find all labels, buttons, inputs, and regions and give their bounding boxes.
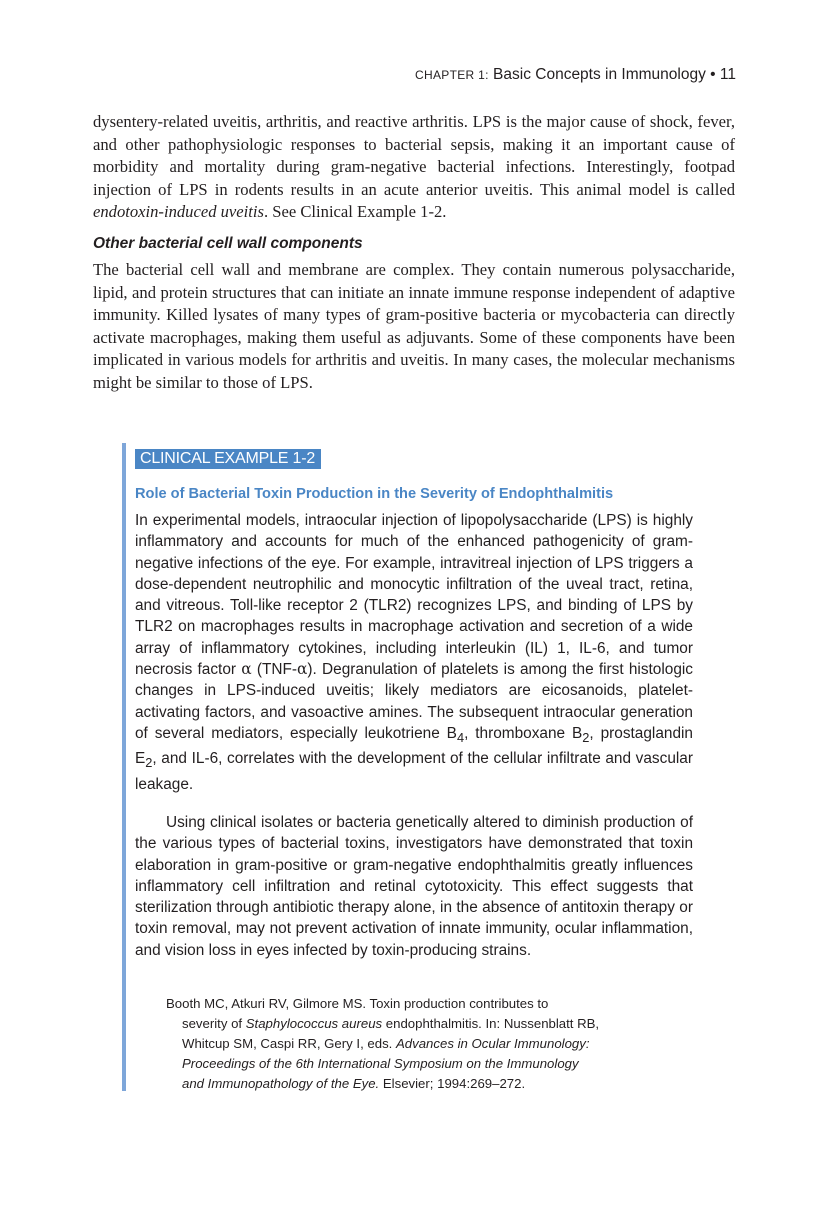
clinical-example-label: CLINICAL EXAMPLE 1-2	[135, 449, 321, 469]
reference-italic: Staphylococcus aureus	[245, 1016, 383, 1031]
clinical-example-rule	[122, 443, 126, 1091]
example-text: ). Degranulation of platelets is among the first histologic changes in LPS-induced uveitis; likely mediators are eicosanoids, platelet-activating factors, and vasoactive amines. The subsequent intraocular generation of several mediators, especially leukotriene B	[135, 661, 693, 742]
example-text: (TNF-	[251, 661, 298, 679]
reference-line	[182, 1014, 666, 1034]
header-separator: •	[710, 66, 716, 83]
reference-text: severity of	[182, 1016, 246, 1031]
subscript: 2	[145, 755, 153, 771]
reference-italic: and Immunopathology of the Eye.	[182, 1076, 380, 1091]
reference-line: Booth MC, Atkuri RV, Gilmore MS. Toxin production contributes to	[166, 996, 549, 1011]
subscript: 4	[456, 730, 465, 746]
reference-text: endophthalmitis. In: Nussenblatt RB,	[382, 1016, 600, 1031]
reference-text: Elsevier; 1994:269–272.	[379, 1076, 526, 1091]
subscript: 2	[582, 730, 590, 746]
reference-line	[182, 1074, 666, 1094]
example-text: , and IL-6, correlates with the development of the cellular infiltrate and vascular leakage.	[135, 750, 693, 793]
reference-citation	[166, 994, 666, 1094]
clinical-example-paragraph-2: Using clinical isolates or bacteria genetically altered to diminish production of the various types of bacterial toxins, investigators have demonstrated that toxin elaboration in gram-positive or gram-negative endophthalmitis greatly influences inflammatory cell infiltration and retinal cytotoxicity. This effect suggests that sterilization through antibiotic therapy alone, in the absence of antitoxin therapy or toxin removal, may not prevent activation of innate immunity, ocular inflammation, and vision loss in eyes infected by toxin-producing strains.	[135, 814, 693, 959]
reference-italic: Proceedings of the 6th International Symposium on the Immunology	[182, 1056, 579, 1071]
reference-italic: Advances in Ocular Immunology:	[396, 1036, 590, 1051]
clinical-example-paragraph-1	[135, 510, 693, 795]
example-text: , thromboxane B	[464, 724, 583, 742]
reference-line	[182, 1054, 666, 1074]
clinical-example-title: Role of Bacterial Toxin Production in the Severity of Endophthalmitis	[135, 486, 614, 502]
reference-text: Whitcup SM, Caspi RR, Gery I, eds.	[182, 1036, 396, 1051]
body-paragraph-2: The bacterial cell wall and membrane are complex. They contain numerous polysaccharide, lipid, and protein structures that can initiate an innate immune response independent of adaptive immunity. Killed lysates of many types of gram-positive bacteria or mycobacteria can directly activate macrophages, making them useful as adjuvants. Some of these components have been implicated in various models for arthritis and uveitis. In many cases, the molecular mechanisms might be similar to those of LPS.	[93, 260, 735, 392]
alpha-symbol: α	[241, 660, 252, 679]
alpha-symbol: α	[297, 660, 308, 679]
body-paragraph-1	[93, 111, 735, 224]
example-text: In experimental models, intraocular injection of lipopolysaccharide (LPS) is highly inflammatory and accounts for much of the enhanced pathogenicity of gram-negative infections of the eye. For example, intravitreal injection of LPS triggers a dose-dependent neutrophilic and monocytic infiltration of the uveal tract, retina, and vitreous. Toll-like receptor 2 (TLR2) recognizes LPS, and binding of LPS by TLR2 on macrophages results in macrophage activation and secretion of a wide array of inflammatory cytokines, including interleukin (IL) 1, IL-6, and tumor necrosis factor	[135, 512, 693, 679]
paragraph-text: . See Clinical Example 1-2.	[263, 202, 447, 222]
running-header	[415, 66, 736, 84]
section-subheading: Other bacterial cell wall components	[93, 235, 363, 252]
reference-line	[182, 1034, 666, 1054]
chapter-label: CHAPTER 1:	[415, 68, 489, 82]
chapter-title: Basic Concepts in Immunology	[493, 66, 706, 83]
paragraph-italic-term: endotoxin-induced uveitis	[93, 202, 264, 222]
page-number: 11	[719, 66, 736, 83]
paragraph-text: dysentery-related uveitis, arthritis, and reactive arthritis. LPS is the major cause of shock, fever, and other pathophysiologic responses to bacterial sepsis, making it an important cause of morbidity and mortality during gram-negative bacterial infections. Interestingly, footpad injection of LPS in rodents results in an acute anterior uveitis. This animal model is called	[93, 112, 735, 199]
example-text: , prostaglandin E	[135, 724, 693, 768]
